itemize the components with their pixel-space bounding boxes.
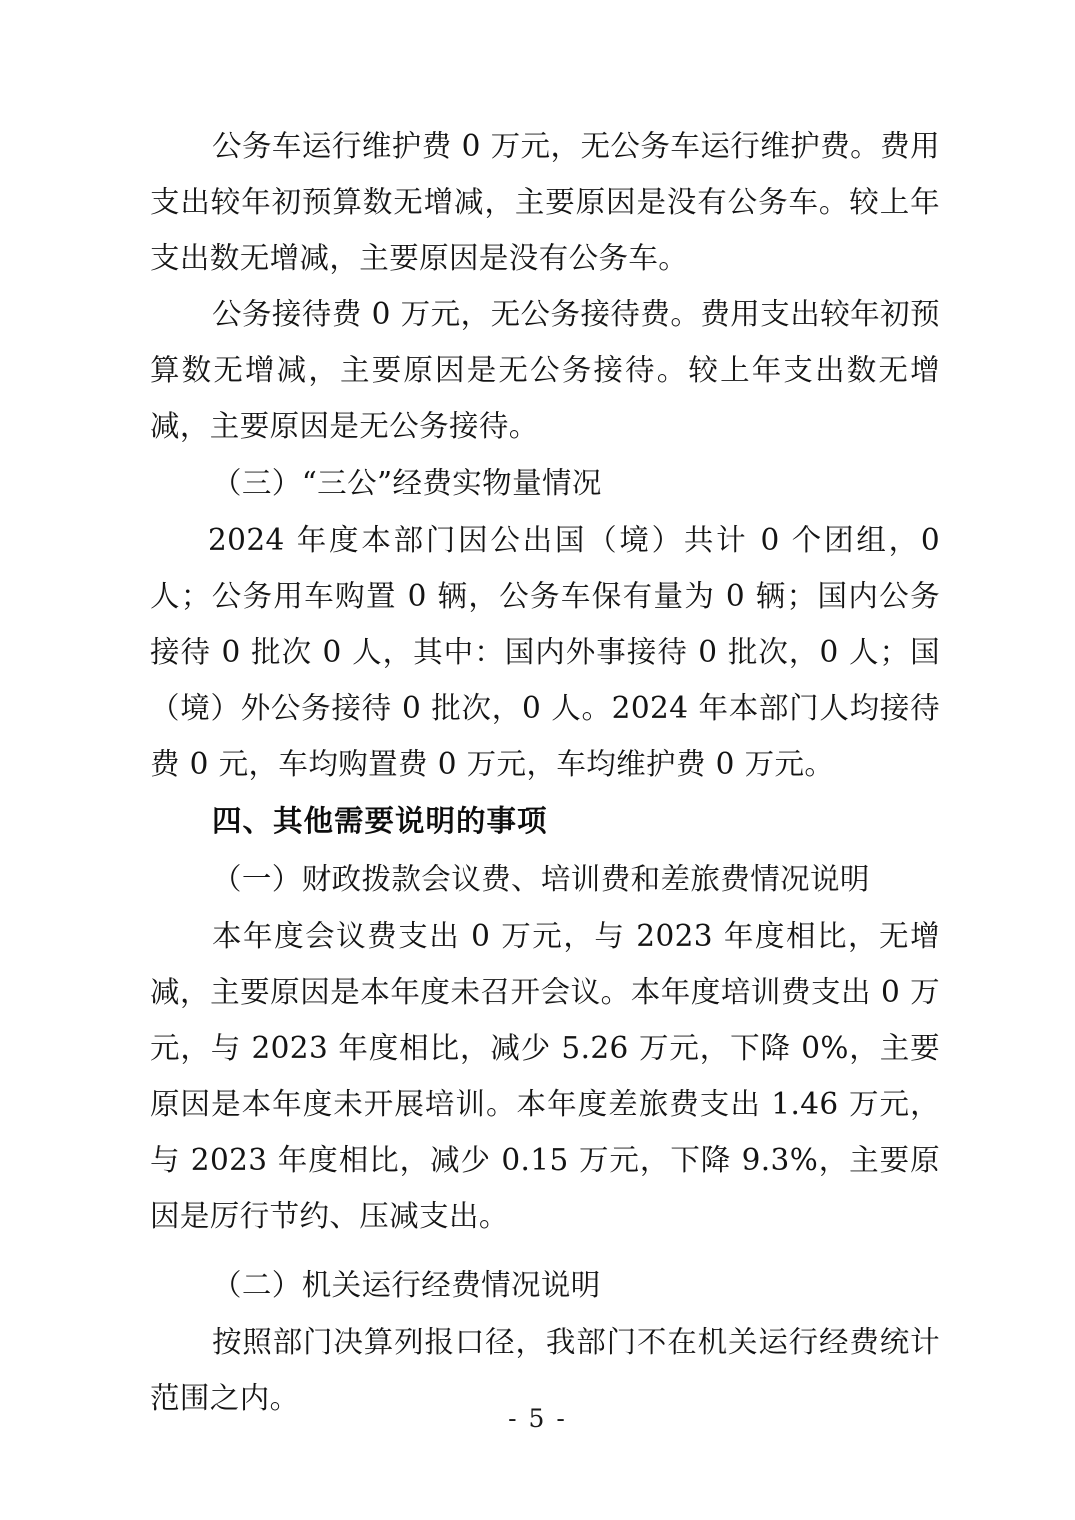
paragraph-sangong-physical-body: 2024 年度本部门因公出国（境）共计 0 个团组，0 人；公务用车购置 0 辆，公务车保有量为 0 辆；国内公务接待 0 批次 0 人，其中：国内外事接待 0 批次，0 人；国（境）外公务接待 0 批次，0 人。2024 年本部门人均接待费 0 元，车均购置费 0 万元，车均维护费 0 万元。 <box>150 523 940 781</box>
page-number: - 5 - <box>508 1404 567 1433</box>
subheading-agency-operating-cost: （二）机关运行经费情况说明 <box>212 1268 601 1302</box>
document-body <box>150 118 940 1426</box>
paragraph-agency-operating-cost-body: 按照部门决算列报口径，我部门不在机关运行经费统计范围之内。 <box>150 1325 940 1415</box>
heading-section-four: 四、其他需要说明的事项 <box>212 804 548 838</box>
paragraph-meeting-training-travel-body: 本年度会议费支出 0 万元，与 2023 年度相比，无增减，主要原因是本年度未召开会议。本年度培训费支出 0 万元，与 2023 年度相比，减少 5.26 万元，下降 0%，主要原因是本年度未开展培训。本年度差旅费支出 1.46 万元，与 2023 年度相比，减少 0.15 万元，下降 9.3%，主要原因是厉行节约、压减支出。 <box>150 919 940 1233</box>
paragraph-spacer <box>150 1244 940 1256</box>
paragraph-official-reception: 公务接待费 0 万元，无公务接待费。费用支出较年初预算数无增减，主要原因是无公务接待。较上年支出数无增减，主要原因是无公务接待。 <box>150 297 940 443</box>
paragraph-vehicle-maintenance: 公务车运行维护费 0 万元，无公务车运行维护费。费用支出较年初预算数无增减，主要原因是没有公务车。较上年支出数无增减，主要原因是没有公务车。 <box>150 129 940 275</box>
subheading-meeting-training-travel: （一）财政拨款会议费、培训费和差旅费情况说明 <box>212 862 870 896</box>
subheading-sangong-physical: （三）“三公”经费实物量情况 <box>212 466 602 500</box>
